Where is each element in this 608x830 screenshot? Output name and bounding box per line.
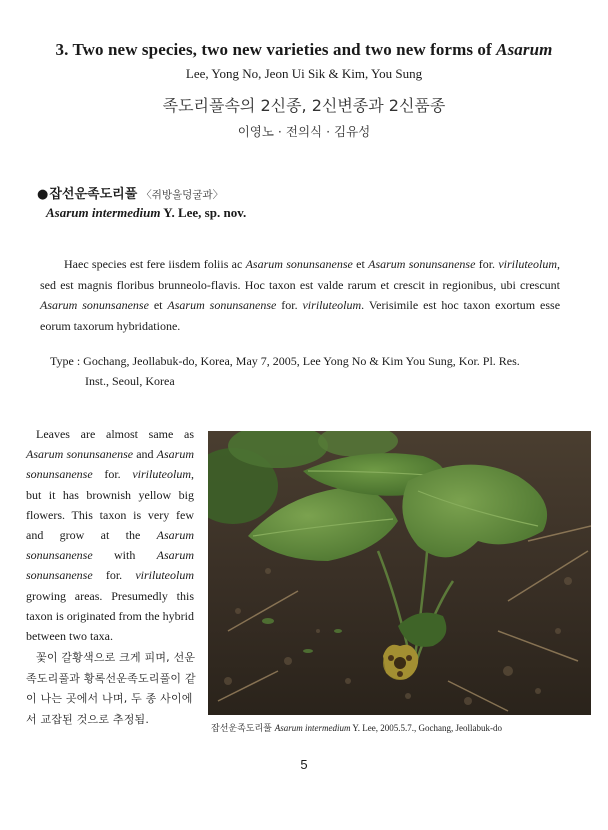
species-family: 〈쥐방울덩굴과〉 [141, 189, 224, 201]
english-taxon: Asarum sonunsanense [26, 548, 194, 583]
latin-text: for. [276, 298, 303, 312]
english-text: for. [92, 568, 136, 583]
latin-text: for. [475, 257, 499, 271]
caption-korean-name: 잡선운족도리풀 [211, 724, 275, 734]
korean-description [26, 648, 196, 730]
latin-description [40, 254, 560, 336]
english-taxon: Asarum sonunsanense [26, 447, 134, 462]
species-binomial: Asarum intermedium [46, 205, 161, 220]
english-text: with [92, 548, 157, 563]
type-line-2: Inst., Seoul, Korea [85, 374, 175, 388]
english-text: , but it has brownish yellow big flowers. This taxon is very few and grow at the [26, 467, 194, 543]
english-text: and [133, 447, 157, 462]
english-taxon: viriluteolum [132, 467, 191, 482]
bullet-icon: ● [37, 187, 49, 202]
article-title-text: 3. Two new species, two new varieties and two new forms of [55, 40, 497, 59]
korean-description-text: 꽃이 갈황색으로 크게 피며, 선운족도리풀과 황록선운족도리풀이 같이 나는 곳에서 나며, 두 종 사이에서 교잡된 것으로 추정됨. [26, 651, 196, 726]
species-authority: Y. Lee, sp. nov. [160, 205, 247, 220]
latin-taxon: viriluteolum [302, 298, 362, 312]
latin-taxon: viriluteolum [498, 257, 557, 271]
english-text: growing areas. Presumedly this taxon is originated from the hybrid between two taxa. [26, 588, 194, 644]
plant-photo [208, 431, 591, 715]
english-text: Leaves are almost same as [36, 427, 194, 441]
article-title-korean: 족도리풀속의 2신종, 2신변종과 2신품종 [162, 96, 446, 115]
english-description [26, 424, 194, 646]
article-title-genus: Asarum [496, 40, 553, 59]
latin-text: . Verisimile est hoc taxon exortum esse eorum taxorum hybridatione. [40, 298, 561, 333]
article-authors: Lee, Yong No, Jeon Ui Sik & Kim, You Sung [185, 66, 423, 81]
type-line-1: Type : Gochang, Jeollabuk-do, Korea, May 7, 2005, Lee Yong No & Kim You Sung, Kor. Pl. Res. [50, 354, 520, 368]
english-text: for. [92, 467, 133, 482]
page-number: 5 [300, 757, 308, 772]
species-latin-name [46, 205, 246, 221]
english-taxon: Asarum sonunsanense [26, 528, 194, 563]
latin-taxon: Asarum sonunsanense [167, 298, 277, 312]
latin-text: Haec species est fere iisdem foliis ac [64, 257, 246, 271]
type-specimen [50, 351, 540, 391]
species-heading [37, 183, 223, 202]
latin-text: et [352, 257, 369, 271]
latin-text: , sed est magnis floribus brunneolo-flavis. Hoc taxon est valde rarum et crescit in regionibus, ubi crescunt [40, 257, 560, 292]
latin-taxon: Asarum sonunsanense [40, 298, 149, 312]
english-taxon: viriluteolum [135, 568, 194, 583]
article-authors-korean: 이영노 · 전의식 · 김유성 [237, 124, 371, 139]
article-title [0, 40, 608, 60]
caption-details: Y. Lee, 2005.5.7., Gochang, Jeollabuk-do [350, 723, 502, 733]
plant-photo-illustration [208, 431, 591, 715]
latin-taxon: Asarum sonunsanense [245, 257, 353, 271]
species-korean-name: 잡선운족도리풀 [49, 187, 138, 202]
english-taxon: Asarum sonunsanense [26, 447, 194, 482]
photo-caption [211, 721, 591, 734]
latin-text: et [148, 298, 168, 312]
caption-latin-name: Asarum intermedium [274, 723, 351, 733]
latin-taxon: Asarum sonunsanense [368, 257, 476, 271]
